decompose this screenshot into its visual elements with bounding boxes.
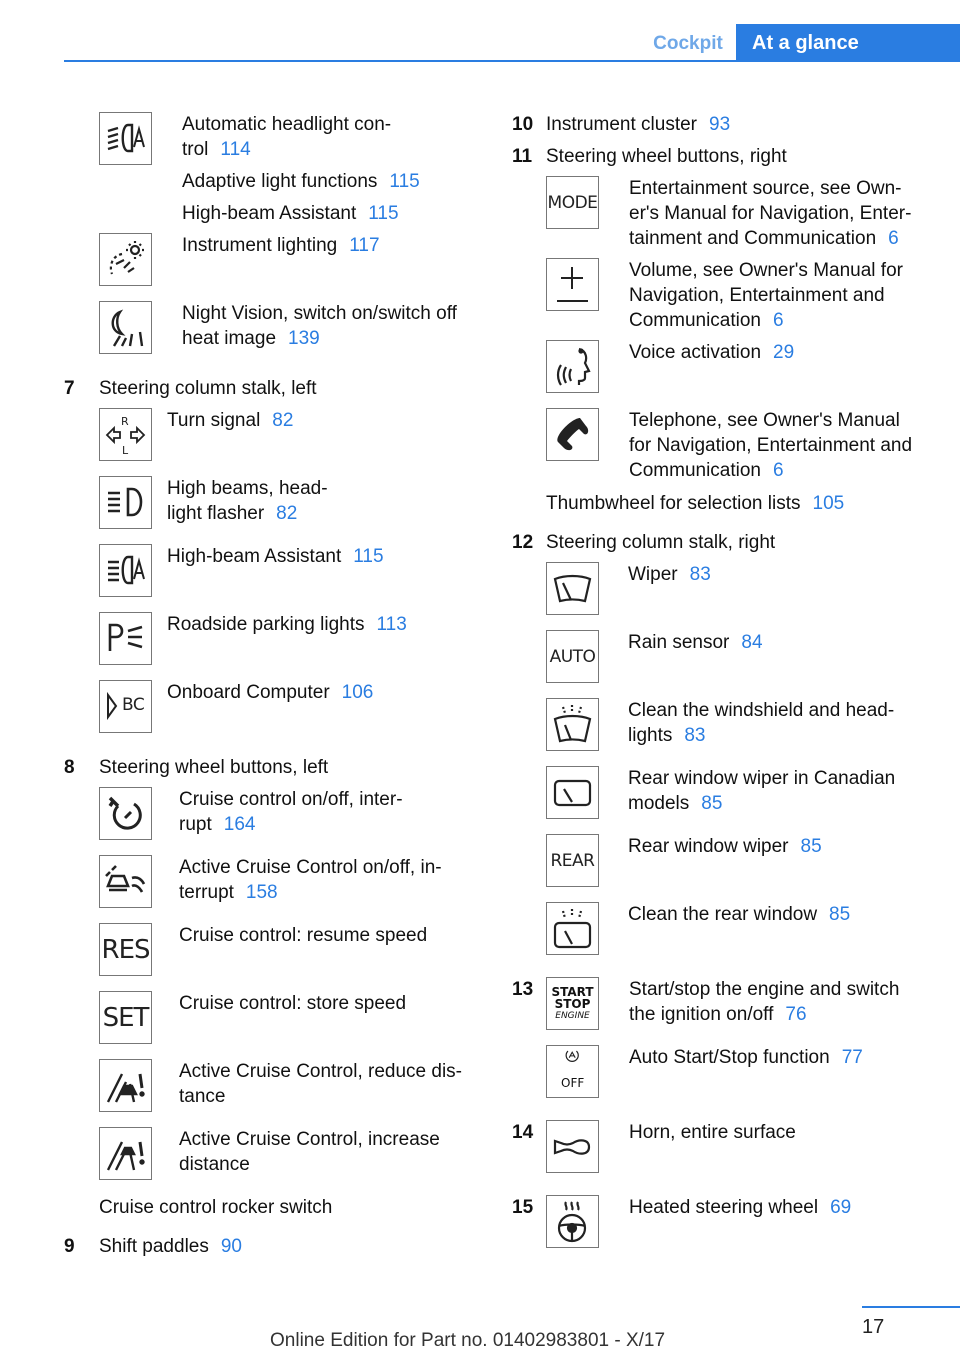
telephone-text-1: Telephone, see Owner's Manual — [629, 410, 900, 431]
turn-signal-text — [167, 408, 293, 433]
section-number-11: 11 — [512, 146, 533, 167]
shift-paddles-label: Shift paddles — [99, 1236, 209, 1257]
telephone-icon — [546, 408, 599, 461]
high-beam-assistant-icon — [99, 544, 152, 597]
night-vision-text-2 — [182, 326, 320, 351]
section-number-12: 12 — [512, 532, 534, 553]
onboard-computer-text — [167, 680, 373, 705]
instrument-lighting-icon — [99, 233, 152, 286]
heated-steering-wheel-text — [629, 1195, 851, 1220]
start-stop-text-2 — [629, 1002, 807, 1027]
section-number-10: 10 — [512, 114, 534, 135]
resume-speed-text: Cruise control: resume speed — [179, 925, 428, 946]
windshield-washer-label: lights — [628, 725, 673, 746]
page-link-158[interactable]: 158 — [245, 882, 278, 903]
night-vision-icon — [99, 301, 152, 354]
instrument-lighting-text — [182, 233, 380, 258]
night-vision-text-1: Night Vision, switch on/switch off — [182, 303, 457, 324]
section-number-8: 8 — [64, 757, 75, 778]
automatic-headlight-icon — [99, 112, 152, 165]
onboard-computer-label: Onboard Computer — [167, 682, 330, 703]
page-link-139[interactable]: 139 — [288, 328, 320, 349]
volume-icon — [546, 258, 599, 311]
reduce-distance-icon — [99, 1059, 152, 1112]
wiper-icon — [546, 562, 599, 615]
section-title-10 — [546, 112, 730, 137]
windshield-washer-icon — [546, 698, 599, 751]
start-stop-icon — [546, 977, 599, 1030]
windshield-washer-text-2 — [628, 723, 706, 748]
volume-label-3: Communication — [629, 310, 761, 331]
rear-wiper-canada-text-1: Rear window wiper in Canadian — [628, 768, 896, 789]
automatic-headlight-label: trol — [182, 139, 209, 160]
page-link-115-a[interactable]: 115 — [389, 171, 420, 192]
high-beam-assistant-label-a: High-beam Assistant — [182, 203, 357, 224]
rain-sensor-icon — [546, 630, 599, 683]
rear-wiper-canada-label: models — [628, 793, 690, 814]
high-beam-icon — [99, 476, 152, 529]
page-link-82-a[interactable]: 82 — [272, 410, 294, 431]
high-beam-text-2 — [167, 501, 297, 526]
turn-signal-label: Turn signal — [167, 410, 261, 431]
rain-sensor-text — [628, 630, 763, 655]
footer-rule — [862, 1306, 960, 1308]
svg-text:R: R — [121, 415, 129, 428]
mode-icon-label: MODE — [547, 192, 598, 213]
thumbwheel-text — [546, 491, 844, 516]
increase-distance-text-1: Active Cruise Control, increase — [179, 1129, 440, 1150]
automatic-headlight-text-1: Automatic headlight con- — [182, 114, 392, 135]
night-vision-label: heat image — [182, 328, 277, 349]
rear-wiper-text — [628, 834, 822, 859]
store-speed-icon-label: SET — [102, 1002, 149, 1033]
increase-distance-text-2: distance — [179, 1154, 250, 1175]
wiper-text — [628, 562, 711, 587]
adaptive-light-text — [182, 169, 420, 194]
svg-text:L: L — [122, 444, 129, 456]
parking-lights-icon — [99, 612, 152, 665]
volume-text-2: Navigation, Entertainment and — [629, 285, 885, 306]
rain-sensor-label: Rain sensor — [628, 632, 730, 653]
start-stop-icon-l2: STOP — [554, 996, 591, 1011]
page-link-93[interactable]: 93 — [709, 114, 731, 135]
section-number-13: 13 — [512, 979, 534, 1000]
wiper-label: Wiper — [628, 564, 678, 585]
active-cruise-text-1: Active Cruise Control on/off, in- — [179, 857, 442, 878]
high-beam-assistant-text-b — [167, 544, 384, 569]
heated-steering-wheel-label: Heated steering wheel — [629, 1197, 819, 1218]
auto-start-stop-icon — [546, 1045, 599, 1098]
page-link-82-b[interactable]: 82 — [276, 503, 298, 524]
high-beam-label: light flasher — [167, 503, 265, 524]
adaptive-light-label: Adaptive light functions — [182, 171, 378, 192]
instrument-cluster-label: Instrument cluster — [546, 114, 697, 135]
page-link-85-b[interactable]: 85 — [800, 836, 822, 857]
page-link-77[interactable]: 77 — [841, 1047, 863, 1068]
page-link-114[interactable]: 114 — [220, 139, 251, 160]
section-title-7: Steering column stalk, left — [99, 378, 317, 399]
page-link-85-a[interactable]: 85 — [701, 793, 723, 814]
parking-lights-text — [167, 612, 407, 637]
mode-icon — [546, 176, 599, 229]
reduce-distance-text-2: tance — [179, 1086, 226, 1107]
heated-steering-wheel-icon — [546, 1195, 599, 1248]
page-link-6-a[interactable]: 6 — [888, 228, 899, 249]
instrument-lighting-label: Instrument lighting — [182, 235, 338, 256]
header-rule — [64, 60, 960, 62]
page-link-105[interactable]: 105 — [812, 493, 845, 514]
page-link-6-b[interactable]: 6 — [773, 310, 784, 331]
high-beam-assistant-label-b: High-beam Assistant — [167, 546, 342, 567]
store-speed-icon — [99, 991, 152, 1044]
rain-sensor-icon-label: AUTO — [549, 646, 596, 667]
auto-start-stop-label: Auto Start/Stop function — [629, 1047, 830, 1068]
rocker-switch-text: Cruise control rocker switch — [99, 1197, 333, 1218]
page-number: 17 — [862, 1316, 885, 1338]
reduce-distance-text-1: Active Cruise Control, reduce dis- — [179, 1061, 462, 1082]
section-title-9 — [99, 1234, 242, 1259]
rear-washer-label: Clean the rear window — [628, 904, 818, 925]
footer-edition: Online Edition for Part no. 01402983801 - X/17 — [270, 1330, 666, 1351]
start-stop-text-1: Start/stop the engine and switch — [629, 979, 900, 1000]
horn-icon — [546, 1120, 599, 1173]
mode-label-3: tainment and Communication — [629, 228, 877, 249]
page-link-113[interactable]: 113 — [376, 614, 407, 635]
turn-signal-icon — [99, 408, 152, 461]
page-link-29[interactable]: 29 — [773, 342, 795, 363]
page-link-90[interactable]: 90 — [220, 1236, 242, 1257]
header-section-cockpit[interactable]: Cockpit — [653, 33, 723, 54]
section-number-15: 15 — [512, 1197, 534, 1218]
rear-washer-icon — [546, 902, 599, 955]
voice-activation-text — [629, 340, 794, 365]
active-cruise-control-icon — [99, 855, 152, 908]
page-link-84[interactable]: 84 — [741, 632, 763, 653]
auto-start-stop-text — [629, 1045, 863, 1070]
rear-wiper-canada-icon — [546, 766, 599, 819]
section-number-14: 14 — [512, 1122, 534, 1143]
mode-text-3 — [629, 226, 899, 251]
cruise-control-text-1: Cruise control on/off, inter- — [179, 789, 403, 810]
voice-activation-label: Voice activation — [629, 342, 762, 363]
rear-wiper-canada-text-2 — [628, 791, 722, 816]
telephone-text-3 — [629, 458, 784, 483]
cruise-control-label: rupt — [179, 814, 212, 835]
page-link-115-b[interactable]: 115 — [368, 203, 399, 224]
section-number-7: 7 — [64, 378, 75, 399]
telephone-text-2: for Navigation, Entertainment and — [629, 435, 913, 456]
section-title-12: Steering column stalk, right — [546, 532, 776, 553]
active-cruise-label: terrupt — [179, 882, 234, 903]
mode-text-2: er's Manual for Navigation, Enter- — [629, 203, 912, 224]
auto-start-stop-icon-label: OFF — [561, 1076, 585, 1090]
start-stop-icon-l3: ENGINE — [555, 1010, 590, 1021]
windshield-washer-text-1: Clean the windshield and head- — [628, 700, 895, 721]
start-stop-icon-l1: START — [551, 984, 594, 999]
rear-wiper-label: Rear window wiper — [628, 836, 789, 857]
rear-wiper-icon — [546, 834, 599, 887]
mode-text-1: Entertainment source, see Own- — [629, 178, 902, 199]
page-link-76[interactable]: 76 — [785, 1004, 807, 1025]
page-link-85-c[interactable]: 85 — [829, 904, 851, 925]
automatic-headlight-text-2 — [182, 137, 251, 162]
page-link-117[interactable]: 117 — [349, 235, 380, 256]
section-title-11: Steering wheel buttons, right — [546, 146, 787, 167]
high-beam-assistant-text-a — [182, 201, 399, 226]
page-link-83-b[interactable]: 83 — [684, 725, 706, 746]
onboard-computer-icon — [99, 680, 152, 733]
active-cruise-text-2 — [179, 880, 278, 905]
volume-text-1: Volume, see Owner's Manual for — [629, 260, 903, 281]
rear-washer-text — [628, 902, 850, 927]
page-link-69[interactable]: 69 — [830, 1197, 852, 1218]
store-speed-text: Cruise control: store speed — [179, 993, 407, 1014]
cruise-control-icon — [99, 787, 152, 840]
resume-speed-icon-label: RES — [101, 934, 150, 965]
high-beam-text-1: High beams, head- — [167, 478, 328, 499]
voice-activation-icon — [546, 340, 599, 393]
page-link-83-a[interactable]: 83 — [689, 564, 711, 585]
section-title-8: Steering wheel buttons, left — [99, 757, 329, 778]
parking-lights-label: Roadside parking lights — [167, 614, 365, 635]
page-link-115-c[interactable]: 115 — [353, 546, 384, 567]
horn-text: Horn, entire surface — [629, 1122, 796, 1143]
resume-speed-icon — [99, 923, 152, 976]
thumbwheel-label: Thumbwheel for selection lists — [546, 493, 801, 514]
page-link-6-c[interactable]: 6 — [773, 460, 784, 481]
volume-text-3 — [629, 308, 784, 333]
section-number-9: 9 — [64, 1236, 75, 1257]
start-stop-label: the ignition on/off — [629, 1004, 774, 1025]
onboard-computer-icon-label: BC — [122, 695, 145, 715]
rear-wiper-icon-label: REAR — [550, 850, 595, 871]
page-link-164[interactable]: 164 — [223, 814, 256, 835]
cruise-control-text-2 — [179, 812, 255, 837]
telephone-label-3: Communication — [629, 460, 761, 481]
increase-distance-icon — [99, 1127, 152, 1180]
page-link-106[interactable]: 106 — [341, 682, 374, 703]
header-chapter-at-a-glance[interactable]: At a glance — [736, 24, 960, 61]
